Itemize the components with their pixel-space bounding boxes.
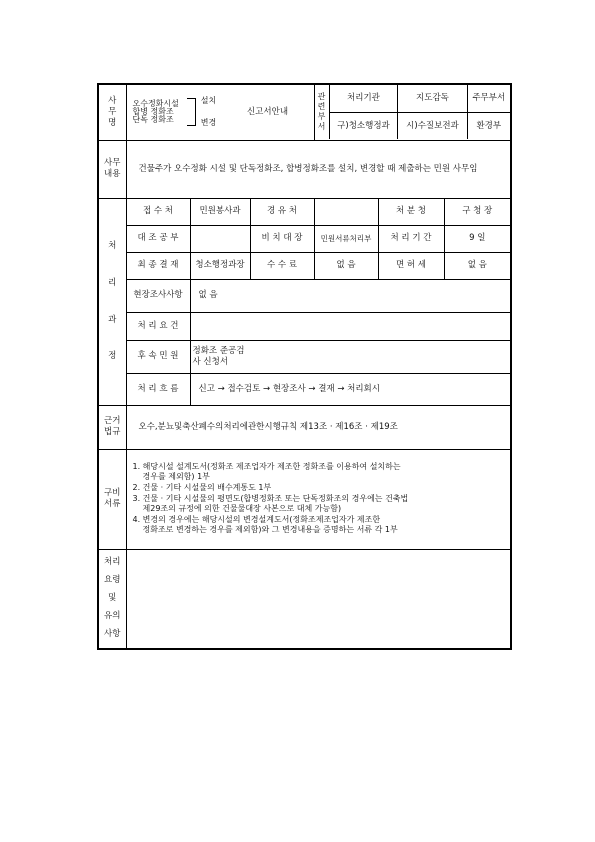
content-label: 사무 내용 — [98, 140, 126, 198]
documents-row — [98, 449, 511, 549]
law-label: 근거 법규 — [98, 405, 126, 449]
title-cell — [126, 84, 314, 140]
requirement-value — [190, 312, 511, 340]
dept-col-supervisor: 지도감독 — [398, 85, 467, 112]
actions: 설치 변경 — [200, 96, 217, 128]
register-label: 비 치 대 장 — [250, 225, 314, 252]
approval-label: 최 종 결 재 — [126, 252, 190, 279]
requirement-label: 처 리 요 건 — [126, 312, 190, 340]
license-tax-value: 없 음 — [444, 252, 511, 279]
disposer-label: 처 분 청 — [378, 198, 444, 225]
notes-value — [126, 549, 511, 649]
doc-item-3: 3. 건물 · 기타 시설물의 평면도(합병정화조 또는 단독정화조의 경우에는 건축법 제29조의 규정에 의한 건물물대장 사본으로 대체 가능함) — [132, 494, 409, 513]
documents-list — [126, 449, 511, 549]
via-label: 경 유 처 — [250, 198, 314, 225]
site-row — [98, 279, 511, 312]
dept-cell — [314, 84, 511, 140]
form-document — [97, 83, 510, 650]
site-survey-value: 없 음 — [190, 279, 511, 312]
law-row — [98, 405, 511, 449]
title-label: 사 무 명 — [98, 84, 126, 140]
flow-label: 처 리 흐 름 — [126, 373, 190, 405]
dept-col-agency: 처리기관 — [330, 85, 398, 112]
license-tax-label: 면 허 세 — [378, 252, 444, 279]
disposer-value: 구 청 장 — [444, 198, 511, 225]
reception-label: 접 수 처 — [126, 198, 190, 225]
notes-row — [98, 549, 511, 649]
guide-title: 신고서안내 — [246, 106, 289, 117]
notes-label: 처리 요령 및 유의 사항 — [98, 549, 126, 649]
requirement-row — [98, 312, 511, 340]
content-text: 건물주가 오수정화 시설 및 단독정화조, 합병정화조를 설치, 변경할 때 제출하는 민원 사무임 — [126, 140, 511, 198]
dept-table — [330, 85, 511, 139]
fee-value: 없 음 — [314, 252, 378, 279]
doc-item-1: 1. 해당시설 설계도서(정화조 제조업자가 제조한 정화조를 이용하여 설치하는 경우를 제외함) 1부 — [132, 462, 401, 481]
facility-names: 오수정화시설 합병 정화조 단독 정화조 — [132, 98, 179, 125]
followup-label: 후 속 민 원 — [126, 340, 190, 373]
dept-val-agency: 구)청소행정과 — [330, 112, 398, 139]
process-label: 처 리 과 정 — [98, 198, 126, 405]
doc-item-2: 2. 건물 · 기타 시설물의 배수계통도 1부 — [132, 483, 272, 492]
flow-row — [98, 373, 511, 405]
dept-val-ministry: 환경부 — [467, 112, 510, 139]
reception-value: 민원봉사과 — [190, 198, 250, 225]
approval-value: 청소행정과장 — [190, 252, 250, 279]
via-value — [314, 198, 378, 225]
followup-value: 정화조 준공검 사 신청서 — [190, 340, 511, 373]
period-value: 9 일 — [444, 225, 511, 252]
header-row — [98, 84, 511, 140]
doc-item-4: 4. 변경의 경우에는 해당시설의 변경설계도서(정화조제조업자가 제조한 정화조로 변경하는 경우를 제외함)와 그 변경내용을 증명하는 서류 각 1부 — [132, 515, 398, 534]
law-text: 오수,분뇨및축산폐수의처리에관한시행규칙 제13조 · 제16조 · 제19조 — [126, 405, 511, 449]
ledger-value — [190, 225, 250, 252]
form-table — [97, 83, 512, 650]
dept-col-ministry: 주무부서 — [467, 85, 510, 112]
flow-value: 신고 → 접수검토 → 현장조사 → 결재 → 처리회시 — [190, 373, 511, 405]
documents-label: 구비 서류 — [98, 449, 126, 549]
content-row — [98, 140, 511, 198]
bracket-glyph — [187, 98, 196, 126]
followup-row — [98, 340, 511, 373]
fee-label: 수 수 료 — [250, 252, 314, 279]
site-survey-label: 현장조사사항 — [126, 279, 190, 312]
process-row-2 — [98, 225, 511, 252]
register-value: 민원서류처리부 — [314, 225, 378, 252]
ledger-label: 대 조 공 부 — [126, 225, 190, 252]
process-row-3 — [98, 252, 511, 279]
dept-val-supervisor: 시)수질보전과 — [398, 112, 467, 139]
dept-label: 관 련 부 서 — [315, 85, 330, 139]
process-row-1 — [98, 198, 511, 225]
period-label: 처 리 기 간 — [378, 225, 444, 252]
